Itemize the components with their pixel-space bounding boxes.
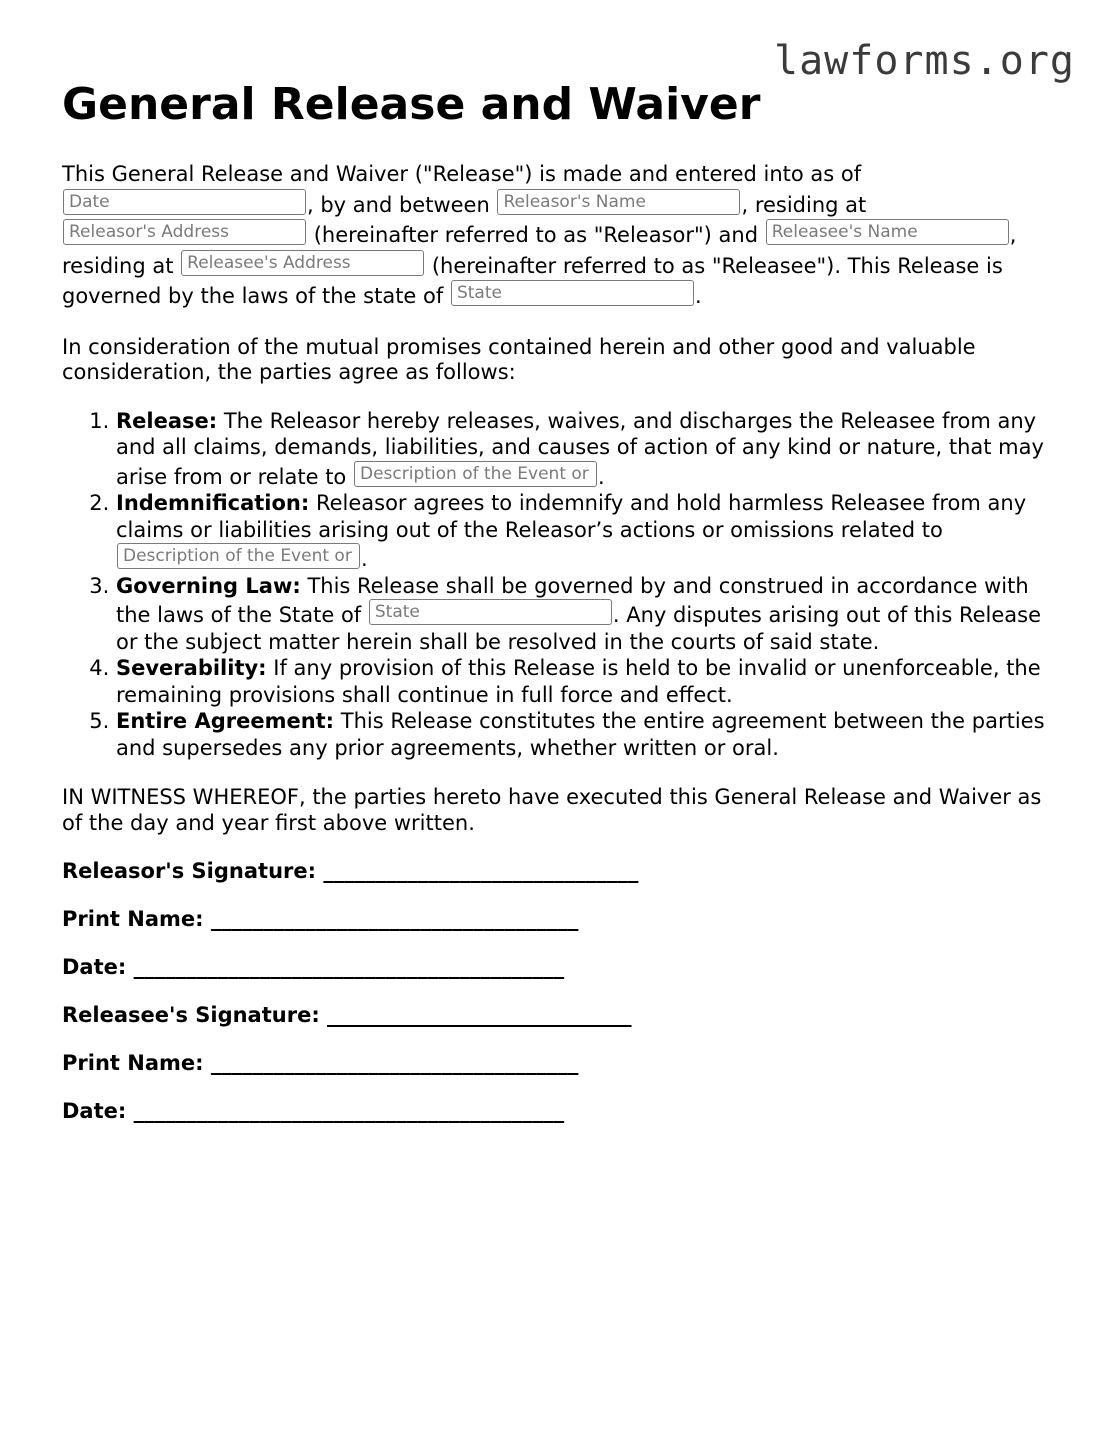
clause-text: This Release shall be governed by and construed in accordance with the laws of the State of — [116, 573, 1029, 627]
intro-text: , — [1009, 223, 1017, 247]
clause-entire-agreement — [116, 708, 1047, 761]
clause-indemnification — [116, 490, 1047, 573]
clauses-list — [62, 408, 1047, 762]
clause-heading: Governing Law: — [116, 573, 301, 598]
releasor-address-input[interactable]: Releasor's Address — [63, 219, 306, 245]
clause-heading: Release: — [116, 408, 218, 433]
clause-release — [116, 408, 1047, 491]
signature-block — [62, 858, 1047, 1124]
clause-text: . — [361, 547, 368, 571]
clause-severability — [116, 655, 1047, 708]
clause-text: . Any disputes arising out of this Release or the subject matter herein shall be resolved in the courts of said state. — [116, 603, 1041, 654]
governing-state-input[interactable]: State — [369, 599, 612, 625]
page-title: General Release and Waiver — [62, 79, 761, 130]
releasee-print-name-line[interactable]: Print Name: ___________________________________ — [62, 1051, 579, 1075]
intro-text: This General Release and Waiver ("Release") is made and entered into as of — [62, 162, 862, 186]
intro-text: (hereinafter referred to as "Releasor") and — [313, 223, 759, 247]
releasee-name-input[interactable]: Releasee's Name — [766, 219, 1009, 245]
consideration-paragraph: In consideration of the mutual promises contained herein and other good and valuable consideration, the parties agree as follows: — [62, 334, 976, 384]
witness-paragraph: IN WITNESS WHEREOF, the parties hereto have executed this General Release and Waiver as of the day and year first above written. — [62, 785, 1042, 835]
releasee-date-line[interactable]: Date: _________________________________________ — [62, 1099, 565, 1123]
watermark-logo: lawforms.org — [774, 38, 1075, 84]
clause-heading: Indemnification: — [116, 491, 310, 515]
releasor-print-name-line[interactable]: Print Name: ___________________________________ — [62, 907, 579, 931]
clause-text: If any provision of this Release is held to be invalid or unenforceable, the remaining provisions shall continue in full force and effect. — [116, 656, 1041, 707]
intro-text: . — [694, 284, 702, 308]
clause-governing-law — [116, 573, 1047, 656]
releasee-signature-line[interactable]: Releasee's Signature: _____________________________ — [62, 1003, 632, 1027]
intro-text: residing at — [62, 253, 174, 278]
date-input[interactable]: Date — [63, 189, 306, 215]
document-page — [62, 78, 1047, 1146]
releasor-date-line[interactable]: Date: _________________________________________ — [62, 955, 565, 979]
releasee-address-input[interactable]: Releasee's Address — [181, 250, 424, 276]
clause-text: Releasor agrees to indemnify and hold harmless Releasee from any claims or liabilities arising out of the Releasor’s actions or omissions related to — [116, 491, 1027, 542]
clause-heading: Severability: — [116, 656, 267, 680]
event-description-input[interactable]: Description of the Event or — [354, 461, 597, 487]
releasor-name-input[interactable]: Releasor's Name — [497, 189, 740, 215]
clause-text: . — [597, 464, 605, 489]
clause-heading: Entire Agreement: — [116, 709, 335, 733]
clause-text: The Releasor hereby releases, waives, and discharges the Releasee from any and all claims, demands, liabilities, and causes of action of any kind or nature, that may arise from or relate to — [116, 408, 1044, 489]
intro-text: , residing at — [741, 192, 867, 217]
state-input[interactable]: State — [451, 280, 694, 306]
releasor-signature-line[interactable]: Releasor's Signature: ______________________________ — [62, 859, 639, 883]
event-description-input[interactable]: Description of the Event or — [117, 543, 360, 569]
intro-paragraph — [62, 160, 1047, 311]
clause-text: This Release constitutes the entire agreement between the parties and supersedes any prior agreements, whether written or oral. — [116, 709, 1045, 760]
intro-text: , by and between — [307, 192, 490, 217]
intro-text: (hereinafter referred to as "Releasee"). This Release is governed by the laws of the state of — [62, 253, 1003, 308]
